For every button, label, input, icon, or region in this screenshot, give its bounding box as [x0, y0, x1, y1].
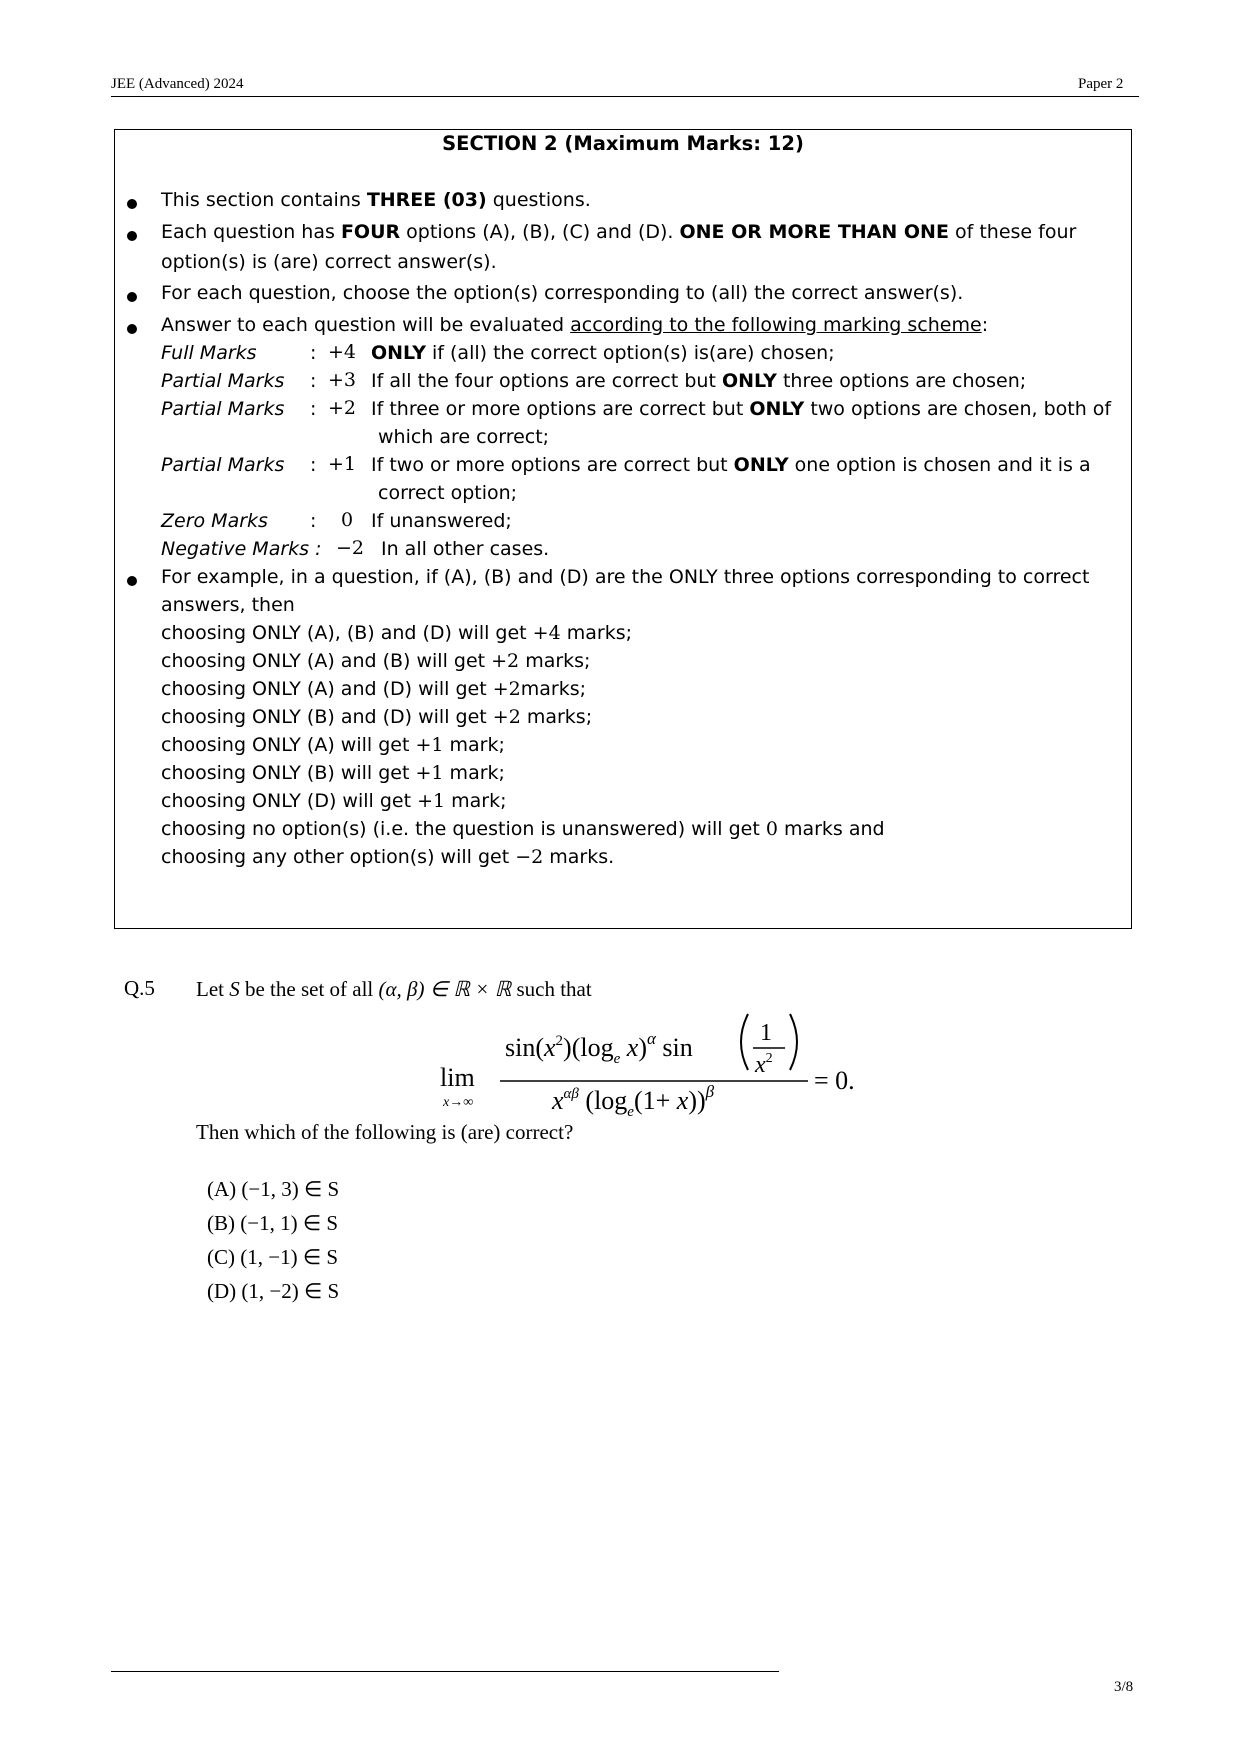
example-item: [161, 678, 586, 700]
mark-label-partial: Partial Marks: [161, 370, 285, 392]
example-text: mark;: [445, 790, 507, 812]
section-instructions-box: [114, 129, 1132, 929]
example-text: choosing ONLY (D) will get: [161, 790, 418, 812]
example-value: +1: [415, 762, 444, 784]
example-value: +4: [532, 622, 561, 644]
example-text: choosing ONLY (A), (B) and (D) will get: [161, 622, 533, 644]
example-value: −2: [515, 846, 544, 868]
mark-text: If three or more options are correct but: [371, 398, 750, 420]
example-value: +1: [415, 734, 444, 756]
instruction-2: [161, 221, 1076, 243]
example-text: choosing any other option(s) will get: [161, 846, 516, 868]
mark-text: two options are chosen, both of: [804, 398, 1112, 420]
example-item: [161, 734, 505, 756]
stem-text: such that: [511, 977, 592, 1001]
instruction-bold: ONE OR MORE THAN ONE: [679, 221, 949, 243]
instruction-text: This section contains: [161, 189, 367, 211]
example-item: [161, 622, 632, 644]
question-number: Q.5: [124, 976, 155, 1000]
mark-bold: ONLY: [733, 454, 789, 476]
stem-text: be the set of all: [239, 977, 379, 1001]
example-text: marks;: [560, 622, 632, 644]
instruction-underlined: according to the following marking scheme: [570, 314, 982, 336]
instruction-text: of these four: [948, 221, 1077, 243]
mark-value: +2: [328, 397, 357, 419]
bullet-icon: [127, 576, 137, 586]
example-item: [161, 762, 505, 784]
option-label: (B): [207, 1211, 235, 1235]
mark-text: if (all) the correct option(s) is(are) chosen;: [425, 342, 835, 364]
mark-label-zero: Zero Marks: [161, 510, 268, 532]
instruction-4: [161, 314, 988, 336]
lim-text: lim: [440, 1063, 475, 1092]
example-text: marks;: [520, 678, 587, 700]
mark-desc-partial: [371, 370, 1026, 392]
mark-desc-line2: correct option;: [378, 482, 518, 504]
example-line2: answers, then: [161, 594, 295, 616]
footer-rule: [111, 1671, 779, 1672]
option-label: (A): [207, 1177, 237, 1201]
option-text: (1, −2) ∈ S: [241, 1279, 340, 1303]
instruction-2-line2: option(s) is (are) correct answer(s).: [161, 251, 497, 273]
mark-colon: :: [310, 370, 317, 392]
mark-desc-negative: In all other cases.: [381, 538, 550, 560]
mark-value: +1: [328, 453, 357, 475]
instruction-text: options (A), (B), (C) and (D).: [400, 221, 680, 243]
mark-label-partial: Partial Marks: [161, 454, 285, 476]
instruction-text: :: [981, 314, 989, 336]
paren-right: [790, 1014, 797, 1070]
mark-desc-partial: [371, 398, 1111, 420]
instruction-text: questions.: [486, 189, 591, 211]
bullet-icon: [127, 199, 137, 209]
example-item: [161, 846, 614, 868]
example-text: marks.: [543, 846, 615, 868]
limit-formula: [440, 1006, 880, 1118]
option-text: (−1, 3) ∈ S: [241, 1177, 340, 1201]
bullet-icon: [127, 292, 137, 302]
option-text: (−1, 1) ∈ S: [240, 1211, 339, 1235]
stem-text: Let: [196, 977, 230, 1001]
option-d[interactable]: [207, 1279, 339, 1304]
mark-value: −2: [336, 537, 365, 559]
paren-left: [741, 1014, 748, 1070]
mark-label-full: Full Marks: [161, 342, 257, 364]
mark-text: If two or more options are correct but: [371, 454, 734, 476]
mark-desc-line2: which are correct;: [378, 426, 550, 448]
mark-colon: :: [310, 510, 317, 532]
mark-colon: :: [310, 398, 317, 420]
example-text: marks;: [520, 706, 593, 728]
example-text: choosing ONLY (A) and (B) will get: [161, 650, 492, 672]
example-text: marks and: [777, 818, 885, 840]
example-value: +1: [417, 790, 446, 812]
limit-formula-drawing: [440, 1006, 880, 1118]
mark-text: If all the four options are correct but: [371, 370, 722, 392]
example-text: choosing no option(s) (i.e. the question is unanswered) will get: [161, 818, 766, 840]
example-text: mark;: [443, 734, 505, 756]
example-text: marks;: [519, 650, 591, 672]
option-b[interactable]: [207, 1211, 338, 1236]
example-value: 0: [765, 818, 778, 840]
inner-denominator: $x^2$: [755, 1051, 773, 1078]
header-exam-title: JEE (Advanced) 2024: [111, 76, 244, 92]
mark-text: one option is chosen and it is a: [788, 454, 1091, 476]
option-label: (C): [207, 1245, 235, 1269]
mark-bold: ONLY: [371, 342, 426, 364]
stem-variable: S: [229, 977, 240, 1001]
example-item: [161, 818, 885, 840]
option-c[interactable]: [207, 1245, 338, 1270]
stem-pair: (α, β) ∈ ℝ × ℝ: [378, 977, 512, 1001]
mark-bold: ONLY: [749, 398, 805, 420]
header-rule: [111, 96, 1139, 97]
mark-value: 0: [341, 509, 354, 531]
example-text: choosing ONLY (B) will get: [161, 762, 416, 784]
instruction-text: Each question has: [161, 221, 341, 243]
question-prompt: Then which of the following is (are) correct?: [196, 1120, 574, 1144]
mark-colon: :: [310, 454, 317, 476]
mark-desc-zero: If unanswered;: [371, 510, 512, 532]
header-paper-label: Paper 2: [1078, 76, 1124, 92]
mark-label-negative: Negative Marks :: [161, 538, 322, 560]
bullet-icon: [127, 231, 137, 241]
page-number: 3/8: [1114, 1679, 1134, 1695]
example-text: choosing ONLY (B) and (D) will get: [161, 706, 493, 728]
numerator-text: $\sin(x^2)(\log_e$ x)$^\alpha$ sin: [505, 1029, 693, 1067]
example-text: mark;: [443, 762, 505, 784]
mark-value: +4: [328, 341, 357, 363]
option-text: (1, −1) ∈ S: [240, 1245, 339, 1269]
mark-label-partial: Partial Marks: [161, 398, 285, 420]
example-line1: For example, in a question, if (A), (B) and (D) are the ONLY three options corresponding to correct: [161, 566, 1090, 588]
mark-bold: ONLY: [721, 370, 777, 392]
instruction-1: [161, 189, 591, 211]
example-value: +2: [491, 650, 520, 672]
instruction-bold: FOUR: [340, 221, 401, 243]
instruction-text: Answer to each question will be evaluated: [161, 314, 571, 336]
equals-zero: = 0.: [814, 1066, 855, 1095]
mark-desc-full: [371, 342, 835, 364]
question-stem: [196, 977, 592, 1002]
example-text: choosing ONLY (A) will get: [161, 734, 416, 756]
instruction-bold: THREE (03): [366, 189, 487, 211]
example-item: [161, 706, 592, 728]
option-label: (D): [207, 1279, 237, 1303]
denominator-text: $x^{\alpha\beta}$ $(\log_e(1+ x))^\beta$: [552, 1082, 715, 1118]
option-a[interactable]: [207, 1177, 339, 1202]
example-item: [161, 650, 590, 672]
instruction-3: For each question, choose the option(s) corresponding to (all) the correct answer(s).: [161, 282, 964, 304]
lim-subscript: x→∞: [443, 1095, 474, 1110]
example-item: [161, 790, 507, 812]
section-title: SECTION 2 (Maximum Marks: 12): [442, 132, 804, 155]
example-text: choosing ONLY (A) and (D) will get: [161, 678, 493, 700]
mark-value: +3: [328, 369, 357, 391]
mark-colon: :: [310, 342, 317, 364]
mark-text: three options are chosen;: [776, 370, 1027, 392]
example-value: +2: [492, 678, 521, 700]
example-value: +2: [492, 706, 521, 728]
bullet-icon: [127, 324, 137, 334]
mark-desc-partial: [371, 454, 1091, 476]
inner-numerator: 1: [760, 1020, 772, 1046]
